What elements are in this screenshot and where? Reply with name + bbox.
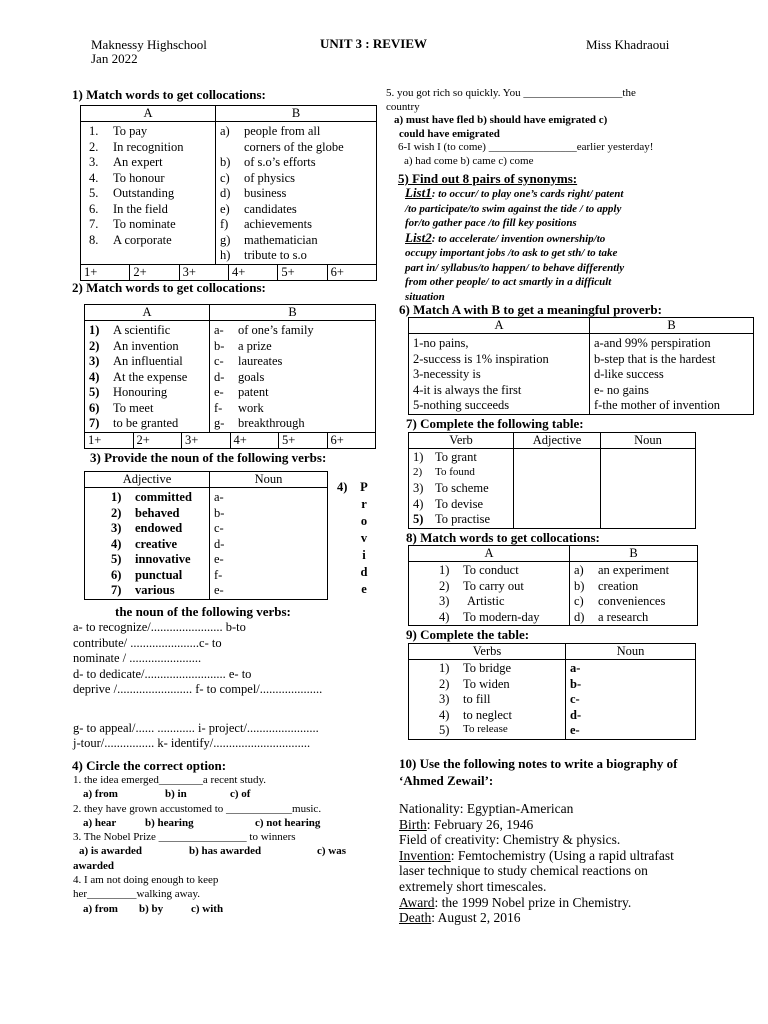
list-text: for/to gather pace /to fill key positions: [405, 217, 577, 229]
list-item: 3) to fill: [439, 692, 491, 706]
option[interactable]: c) not hearing: [255, 816, 321, 829]
list-item: a- of one’s family: [214, 323, 314, 337]
list-item: 5. Outstanding: [89, 186, 175, 200]
teacher-name: Miss Khadraoui: [586, 37, 670, 52]
list-item: 7) various: [111, 583, 175, 597]
school-name: Maknessy Highschool: [91, 37, 207, 52]
section-2-list-a: [89, 323, 205, 432]
circle-option-questions: [73, 773, 346, 916]
options[interactable]: [73, 902, 346, 916]
list-item: 4-it is always the first: [413, 382, 522, 397]
list-item: b- a prize: [214, 338, 272, 353]
col-adjective-header: Adjective: [514, 433, 601, 449]
col-b-header: B: [570, 546, 698, 562]
list-item: 1. To pay: [89, 124, 148, 138]
list2-label: List2: [405, 229, 432, 245]
question: 3. The Nobel Prize ________________ to winners: [73, 831, 296, 844]
section-7-title: 7) Complete the following table:: [406, 416, 584, 431]
list-item: 2-success is 1% inspiration: [413, 351, 549, 366]
date: Jan 2022: [91, 51, 138, 66]
list-item: 1) committed: [111, 490, 192, 504]
list-item: g- breakthrough: [214, 416, 305, 430]
section-1-table: [80, 105, 377, 281]
fill-line[interactable]: nominate / .......................: [73, 651, 202, 665]
fill-line[interactable]: contribute/ ......................c- to: [73, 635, 222, 650]
list-item: 2) behaved: [111, 505, 180, 520]
biography-notes: [399, 801, 739, 926]
list-item: 3) To scheme: [413, 481, 489, 495]
question: 5. you got rich so quickly. You __________________the: [386, 87, 636, 99]
option[interactable]: a) is awarded: [79, 845, 142, 858]
list-item: 6) To meet: [89, 400, 154, 415]
list-item: 3) An influential: [89, 354, 183, 368]
section-1-list-b: [220, 124, 372, 264]
question: 4. I am not doing enough to keep: [73, 874, 219, 887]
invention-note-cont: laser technique to study chemical reactions on: [399, 863, 648, 879]
list-item: c- laureates: [214, 354, 283, 368]
section-3-list-a: [89, 490, 205, 599]
title-line: ‘Ahmed Zewail’:: [399, 773, 494, 788]
list1-label: List1: [405, 185, 432, 200]
list-item: a) people from all: [220, 124, 321, 138]
section-4-title: the noun of the following verbs:: [115, 604, 291, 619]
vertical-word: P r o v i d e: [360, 480, 368, 596]
list-item: d) business: [220, 186, 287, 200]
col-b-header: B: [216, 106, 377, 122]
award-note: Award: the 1999 Nobel prize in Chemistry.: [399, 894, 632, 910]
section-3-title: 3) Provide the noun of the following verbs:: [90, 450, 327, 465]
col-a-header: A: [85, 305, 210, 321]
section-8-list-b: [574, 563, 693, 625]
answer-blank[interactable]: b-: [570, 676, 582, 691]
section-2-list-b: [214, 323, 371, 432]
section-3-table: [84, 471, 328, 600]
col-b-header: B: [590, 318, 754, 334]
list-item: 5) innovative: [111, 552, 191, 566]
answer-row[interactable]: 1+ 2+ 3+ 4+ 5+ 6+: [85, 433, 375, 448]
option-continued: awarded: [73, 859, 114, 872]
list-text: /to participate/to swim against the tide / to apply: [405, 202, 622, 215]
birth-note: Birth: February 26, 1946: [399, 816, 534, 832]
list-item: 4) To modern-day: [439, 609, 540, 624]
nationality-note: Nationality: Egyptian-American: [399, 801, 574, 816]
death-note: Death: August 2, 2016: [399, 910, 521, 926]
list-item: e) candidates: [220, 201, 297, 216]
section-9-verbs: [413, 661, 561, 739]
list-item: 3) endowed: [111, 521, 183, 535]
list-item: 2) To carry out: [439, 578, 524, 593]
options[interactable]: [73, 844, 346, 858]
section-3-list-b[interactable]: [214, 490, 323, 599]
list-item: e- patent: [214, 385, 269, 399]
answer-blank[interactable]: d-: [214, 536, 225, 551]
list-text: : to occur/ to play one’s cards right/ patent: [431, 188, 624, 200]
option[interactable]: c) was: [317, 845, 347, 858]
list-item: 2) An invention: [89, 338, 179, 353]
section-4-number: 4): [337, 480, 348, 494]
section-7-verbs: [413, 450, 509, 528]
field-note: Field of creativity: Chemistry & physics.: [399, 832, 621, 848]
list-item: 4) To devise: [413, 496, 484, 511]
question: 1. the idea emerged________a recent study.: [73, 774, 267, 786]
fill-line[interactable]: a- to recognize/....................... b-to: [73, 620, 246, 634]
section-8-table: [408, 545, 698, 626]
list-item: a) an experiment: [574, 563, 670, 577]
list-item: d) a research: [574, 609, 649, 624]
answer-blank[interactable]: b-: [214, 505, 225, 520]
question-5-6: [386, 87, 716, 169]
section-4-lines[interactable]: [73, 620, 322, 752]
section-5-title: 5) Find out 8 pairs of synonyms:: [398, 171, 578, 186]
page-title: UNIT 3 : REVIEW: [320, 36, 428, 51]
options[interactable]: could have emigrated: [399, 127, 500, 140]
list-text: occupy important jobs /to ask to get sth/ to take: [405, 247, 618, 259]
list-item: 1) A scientific: [89, 323, 171, 337]
list-item: 4) At the expense: [89, 369, 188, 384]
title-line: 10) Use the following notes to write a biography of: [399, 756, 678, 771]
option[interactable]: c) of: [230, 788, 251, 801]
list-text: situation: [405, 290, 445, 303]
list-item: 5) To release: [439, 723, 508, 737]
list-item: 1) To bridge: [439, 661, 512, 675]
section-7-table: [408, 432, 696, 529]
question: country: [386, 100, 420, 113]
list-item: 4. To honour: [89, 170, 165, 185]
synonym-lists: [405, 186, 725, 304]
col-a-header: A: [409, 546, 570, 562]
list-item: a-and 99% perspiration: [594, 336, 711, 350]
answer-blank[interactable]: e-: [570, 723, 580, 737]
question: 6-I wish I (to come) ________________earlier yesterday!: [398, 141, 654, 154]
section-1-list-a: [85, 124, 211, 248]
list-item: 6) punctual: [111, 567, 183, 582]
answer-row[interactable]: 1+ 2+ 3+ 4+ 5+ 6+: [81, 265, 376, 280]
options[interactable]: a) had come b) came c) come: [404, 154, 534, 167]
list-item: 4) creative: [111, 536, 178, 551]
list-item: 3) Artistic: [439, 594, 505, 608]
section-8-title: 8) Match words to get collocations:: [406, 530, 600, 545]
list-item: 2) To widen: [439, 676, 510, 691]
col-noun-header: Noun: [601, 433, 696, 449]
list-text: part in/ syllabus/to happen/ to behave differently: [405, 261, 625, 274]
answer-blank[interactable]: c-: [214, 521, 224, 535]
section-9-title: 9) Complete the table:: [406, 627, 530, 642]
list-item: 7. To nominate: [89, 217, 176, 231]
invention-note: Invention: Femtochemistry (Using a rapid ultrafast: [399, 847, 674, 863]
option[interactable]: b) by: [139, 902, 164, 915]
list-item: d-like success: [594, 367, 664, 381]
fill-line[interactable]: g- to appeal/...... ............ i- project/.......................: [73, 720, 319, 735]
list-item: 3. An expert: [89, 155, 163, 169]
options[interactable]: [73, 816, 346, 830]
list-item: 1-no pains,: [413, 336, 469, 350]
list-item: e- no gains: [594, 382, 649, 397]
list-item: g) mathematician: [220, 232, 318, 247]
col-noun-header: Noun: [210, 472, 328, 488]
option[interactable]: b) in: [165, 788, 187, 801]
circle-option-title: 4) Circle the correct option:: [72, 758, 227, 773]
list-item: 6. In the field: [89, 201, 168, 216]
question: her_________walking away.: [73, 888, 200, 901]
option[interactable]: a) from: [83, 788, 118, 801]
noun-blank-cell[interactable]: [601, 449, 696, 529]
section-9-nouns[interactable]: [570, 661, 691, 739]
list-item: 2. In recognition: [89, 139, 184, 154]
section-10-title: [399, 755, 677, 789]
list-item: f) achievements: [220, 217, 313, 231]
col-adjective-header: Adjective: [85, 472, 210, 488]
section-2-title: 2) Match words to get collocations:: [72, 280, 266, 295]
list-item: b-step that is the hardest: [594, 351, 716, 366]
list-item: 1) To conduct: [439, 563, 519, 577]
fill-line: [73, 698, 322, 721]
invention-note-cont: extremely short timescales.: [399, 878, 547, 894]
section-6-title: 6) Match A with B to get a meaningful proverb:: [399, 302, 662, 317]
list-item: 5-nothing succeeds: [413, 398, 510, 412]
answer-blank[interactable]: f-: [214, 567, 223, 582]
option[interactable]: a) from: [83, 902, 118, 915]
col-verb-header: Verb: [409, 433, 514, 449]
question: 2. they have grown accustomed to ____________music.: [73, 802, 322, 815]
section-8-list-a: [413, 563, 565, 625]
list-text: : to accelerate/ invention ownership/to: [431, 232, 606, 245]
answer-blank[interactable]: a-: [214, 490, 224, 504]
list-item: 7) to be granted: [89, 416, 179, 430]
fill-line[interactable]: j-tour/................ k- identify/...............................: [73, 736, 311, 750]
option[interactable]: c) with: [191, 902, 224, 915]
list-item: 5) To practise: [413, 512, 491, 526]
answer-blank[interactable]: e-: [214, 552, 224, 566]
list-item: c) of physics: [220, 170, 296, 185]
col-b-header: B: [210, 305, 376, 321]
fill-line[interactable]: d- to dedicate/.......................... e- to: [73, 666, 252, 681]
option[interactable]: b) has awarded: [189, 845, 262, 858]
list-item: corners of the globe: [244, 139, 344, 154]
list-item: f- work: [214, 400, 264, 415]
col-verbs-header: Verbs: [409, 644, 566, 660]
list-text: from other people/ to act smartly in a difficult: [405, 276, 612, 288]
col-noun-header: Noun: [566, 644, 696, 660]
list-item: 4) to neglect: [439, 707, 512, 722]
col-a-header: A: [81, 106, 216, 122]
list-item: 3-necessity is: [413, 367, 481, 381]
options[interactable]: a) must have fled b) should have emigrated c): [394, 114, 608, 127]
section-1-title: 1) Match words to get collocations:: [72, 87, 266, 102]
answer-blank[interactable]: a-: [570, 661, 581, 675]
list-item: 2) To found: [413, 465, 475, 478]
list-item: c) conveniences: [574, 594, 666, 608]
section-6-table: [408, 317, 754, 415]
list-item: 1) To grant: [413, 450, 477, 464]
list-item: b) of s.o’s efforts: [220, 155, 316, 169]
list-item: 5) Honouring: [89, 385, 168, 399]
list-item: 8. A corporate: [89, 232, 172, 247]
fill-line[interactable]: deprive /........................ f- to compel/....................: [73, 682, 323, 696]
adjective-blank-cell[interactable]: [514, 449, 601, 529]
option[interactable]: a) hear: [83, 816, 117, 829]
section-9-table: [408, 643, 696, 740]
list-item: b) creation: [574, 578, 639, 593]
option[interactable]: b) hearing: [145, 816, 194, 829]
answer-blank[interactable]: c-: [570, 692, 580, 706]
answer-blank[interactable]: d-: [570, 707, 582, 722]
col-a-header: A: [409, 318, 590, 334]
options[interactable]: [73, 787, 346, 801]
list-item: d- goals: [214, 369, 265, 384]
list-item: f-the mother of invention: [594, 398, 721, 412]
list-item: h) tribute to s.o: [220, 248, 307, 262]
answer-blank[interactable]: e-: [214, 583, 224, 597]
section-2-table: [84, 304, 376, 449]
